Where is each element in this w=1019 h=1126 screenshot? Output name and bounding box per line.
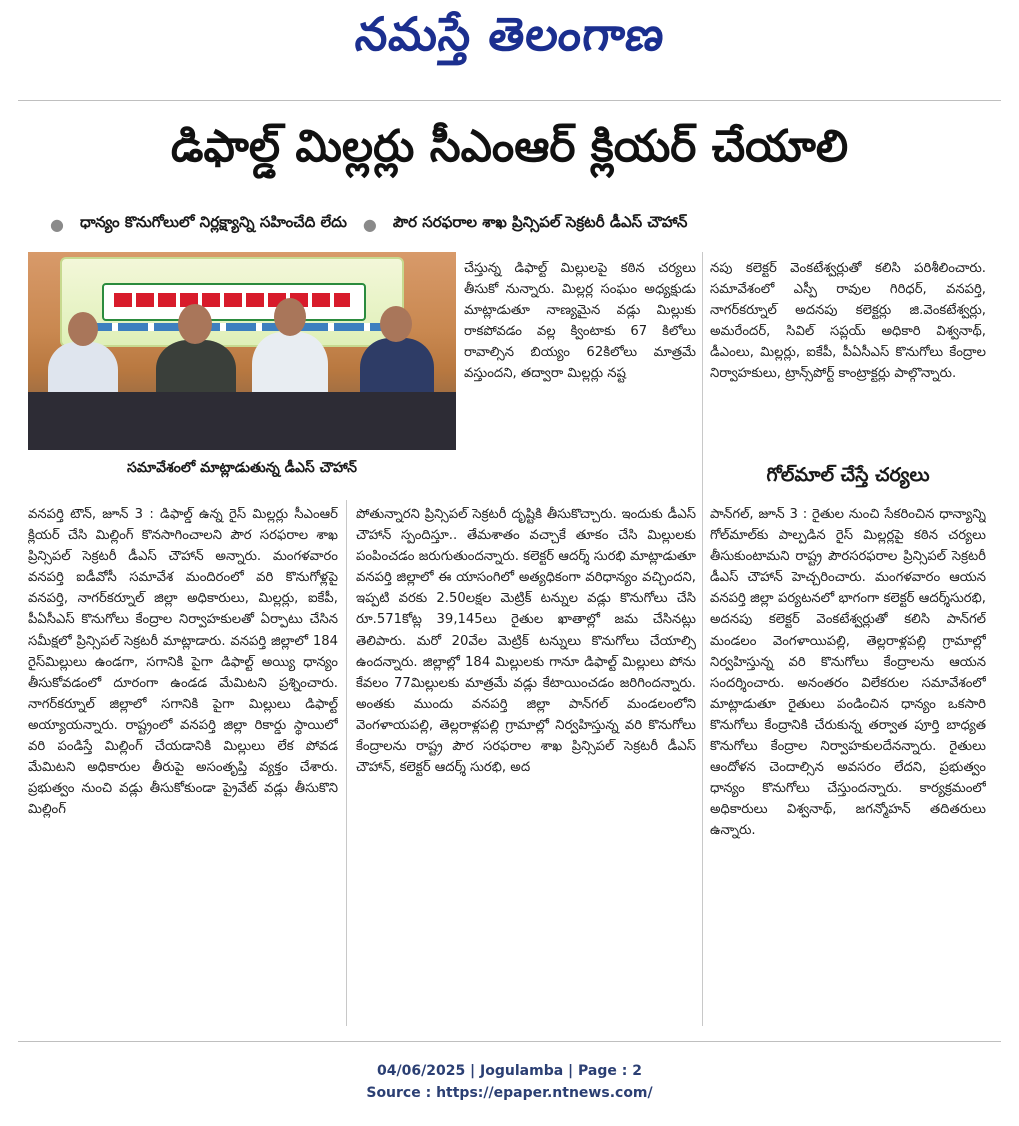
subheads bbox=[50, 206, 970, 242]
footer-source[interactable]: Source : https://epaper.ntnews.com/ bbox=[366, 1085, 653, 1101]
section-heading-text: గోల్‌మాల్ చేస్తే చర్యలు bbox=[766, 463, 930, 486]
article-paragraph: చేస్తున్న డిఫాల్ట్ మిల్లులపై కఠిన చర్యలు తీసుకో నున్నారు. మిల్లర్ల సంఘం అధ్యక్షుడు మాట్లాడుతూ నాణ్యమైన వడ్లు మిల్లుకు రాకపోవడం వల్ల క్వింటాకు 67 కిలోలు రావాల్సిన బియ్యం 62కిలోలు మాత్రమే వస్తుందని, తద్వారా మిల్లర్లు నష్ట bbox=[464, 261, 696, 382]
photo-caption bbox=[28, 452, 456, 486]
photo-table bbox=[28, 392, 456, 450]
page-footer bbox=[0, 1060, 1019, 1112]
photo-banner-strip bbox=[82, 323, 382, 331]
article-paragraph: వనపర్తి టౌన్, జూన్ 3 : డిఫాల్డ్ ఉన్న రైస్ మిల్లర్లు సీఎంఆర్ క్లియర్ చేసి మిల్లింగ్ కొనసాగించాలని పౌర సరఫరాల శాఖ ప్రిన్సిపల్ సెక్రటరీ డీఎస్ చౌహాన్ అన్నారు. మంగళవారం వనపర్తి ఐడీవోసీ సమావేశ మందిరంలో వరి కొనుగోళ్లపై వనపర్తి, నాగర్‌కర్నూల్ జిల్లా అధికారులు, మిల్లర్లు, ఐకేపీ, పీఏసీఎస్ కొనుగోలు కేంద్రాల నిర్వాహకులతో ఏర్పాటు చేసిన సమీక్షలో ప్రిన్సిపల్ సెక్రటరీ మాట్లాడారు. వనపర్తి జిల్లాలో 184 రైస్‌మిల్లులు ఉండగా, సగానికి పైగా డిఫాల్ట్ అయ్యి ధాన్యం తీసుకోవడంలో దూరంగా ఉండడ మేమిటని ప్రశ్నించారు. నాగర్‌కర్నూల్ జిల్లాలో సగానికి పైగా మిల్లులు డిఫాల్ట్ అయ్యాయన్నారు. రాష్ట్రంలో వనపర్తి జిల్లా రికార్డు స్థాయిలో వరి పండిస్తే మిల్లింగ్ చేయడానికి మిల్లులు లేక పోవడ మేమిటని అధికారుల తీరుపై అసంతృప్తి వ్యక్తం చేశారు. ప్రభుత్వం నుంచి వడ్లు తీసుకోకుండా ప్రైవేట్ వడ్లు తీసుకొని మిల్లింగ్ bbox=[28, 507, 338, 818]
column-rule bbox=[702, 252, 703, 1026]
subhead-2: పౌర సరఫరాల శాఖ ప్రిన్సిపల్ సెక్రటరీ డీఎస్ చౌహాన్ bbox=[392, 213, 688, 231]
photo-banner-title bbox=[102, 283, 366, 321]
photo-person-head bbox=[178, 304, 212, 344]
bullet-icon: ● bbox=[50, 214, 64, 234]
masthead-logo: నమస్తే తెలంగాణ bbox=[352, 7, 668, 61]
article-column-top-middle bbox=[464, 258, 696, 492]
column-rule bbox=[346, 500, 347, 1026]
bullet-icon: ● bbox=[362, 214, 377, 234]
headline-text: డిఫాల్డ్ మిల్లర్లు సీఎంఆర్ క్లియర్ చేయాలి bbox=[170, 121, 849, 172]
headline bbox=[18, 112, 1001, 192]
photo-person-head bbox=[274, 298, 306, 336]
photo-person-head bbox=[380, 306, 412, 342]
article-column-right bbox=[710, 504, 986, 1026]
article-paragraph: పాన్‌గల్, జూన్ 3 : రైతుల నుంచి సేకరించిన ధాన్యాన్ని గోల్‌మాల్‌కు పాల్పడిన రైస్ మిల్లర్లపై కఠిన చర్యలు తీసుకుంటామని రాష్ట్ర పౌరసరఫరాల ప్రిన్సిపల్ సెక్రటరీ డీఎస్ చౌహాన్ హెచ్చరించారు. మంగళవారం ఆయన వనపర్తి జిల్లా పర్యటనలో భాగంగా కలెక్టర్ ఆదర్శ్‌సురభి, అదనపు కలెక్టర్ వెంకటేశ్వర్లుతో కలిసి పాన్‌గల్ మండలం వెంగళాయిపల్లి, తెల్లరాళ్లపల్లి గ్రామాల్లో నిర్వహిస్తున్న వరి కొనుగోలు కేంద్రాలను ఆయన సందర్శించారు. అనంతరం విలేకరుల సమావేశంలో మాట్లాడుతూ రైతులు పండించిన ధాన్యం ఒకసారి కొనుగోలు కేంద్రానికి చేరుకున్న తర్వాత పూర్తి బాధ్యత కొనుగోలు కేంద్రాల నిర్వాహకులదేనన్నారు. రైతులు ఆందోళన చెందాల్సిన అవసరం లేదని, ప్రభుత్వం ధాన్యం కొనుగోలు చేస్తుందన్నారు. కార్యక్రమంలో అధికారులు విశ్వనాథ్, జగన్మోహన్ తదితరులు ఉన్నారు. bbox=[710, 507, 986, 839]
footer-date-edition: 04/06/2025 | Jogulamba | Page : 2 bbox=[377, 1063, 642, 1079]
article-column-top-right bbox=[710, 258, 986, 450]
article-paragraph: పోతున్నారని ప్రిన్సిపల్ సెక్రటరీ దృష్టికి తీసుకొచ్చారు. ఇందుకు డీఎస్ చౌహాన్ స్పందిస్తూ.. తేమశాతం వచ్చాకే తూకం చేసి మిల్లులకు పంపించడం జరుగుతుందన్నారు. కలెక్టర్ ఆదర్శ్ సురభి మాట్లాడుతూ వనపర్తి జిల్లాలో ఈ యాసంగిలో అత్యధికంగా వరిధాన్యం వచ్చిందని, ఇప్పటి వరకు 2.50లక్షల మెట్రిక్ టన్నుల వడ్లు కొనుగోలు చేసి రూ.571కోట్ల 39,145లు రైతుల ఖాతాల్లో జమ చేసినట్లు తెలిపారు. మరో 20వేల మెట్రిక్ టన్నులు కొనుగోలు చేయాల్సి ఉందన్నారు. జిల్లాల్లో 184 మిల్లులకు గానూ డిఫాల్ట్ మిల్లులు పోను కేవలం 77మిల్లులకు మాత్రమే వడ్లు కేటాయించడం జరిగిందన్నారు. అంతకు ముందు వనపర్తి జిల్లా పాన్‌గల్ మండలంలోని వెంగళాయపల్లి, తెల్లరాళ్లపల్లి గ్రామాల్లో నిర్వహిస్తున్న వరి కొనుగోలు కేంద్రాలను రాష్ట్ర పౌర సరఫరాల శాఖ ప్రిన్సిపల్ సెక్రటరీ డీఎస్ చౌహాన్, కలెక్టర్ ఆదర్శ్ సురభి, అద bbox=[356, 507, 696, 776]
subhead-1: ధాన్యం కొనుగోలులో నిర్లక్ష్యాన్ని సహించేది లేదు bbox=[79, 213, 347, 231]
article-paragraph: నపు కలెక్టర్ వెంకటేశ్వర్లుతో కలిసి పరిశీలించారు. సమావేశంలో ఎస్పీ రావుల గిరిధర్, వనపర్తి, నాగర్‌కర్నూల్ అదనపు కలెక్టర్లు జి.వెంకటేశ్వర్లు, అమరేందర్, సివిల్ సప్లయ్ అధికారి విశ్వనాథ్, డీఎంలు, మిల్లర్లు, ఐకేపీ, పీఏసీఎస్ కొనుగోలు కేంద్రాల నిర్వాహకులు, ట్రాన్స్‌పోర్ట్ కాంట్రాక్టర్లు పాల్గొన్నారు. bbox=[710, 261, 986, 382]
photo-banner bbox=[60, 257, 404, 347]
news-photo bbox=[28, 252, 456, 450]
photo-caption-text: సమావేశంలో మాట్లాడుతున్న డీఎస్ చౌహాన్ bbox=[127, 459, 357, 476]
photo-person-head bbox=[68, 312, 98, 346]
section-heading bbox=[708, 460, 988, 494]
masthead bbox=[0, 0, 1019, 80]
article-column-left bbox=[28, 504, 338, 1026]
article-column-middle bbox=[356, 504, 696, 1026]
